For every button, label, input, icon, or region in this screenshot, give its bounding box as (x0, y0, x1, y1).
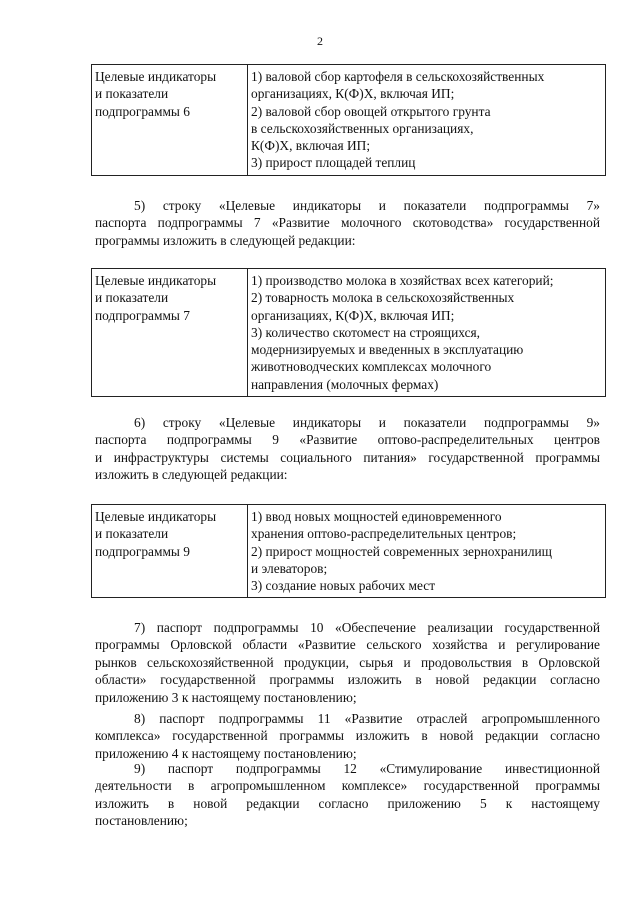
paragraph-line: постановлению; (95, 813, 188, 829)
table-value-line: и элеваторов; (251, 560, 328, 576)
table-value-line: животноводческих комплексах молочного (251, 359, 492, 375)
paragraph-line: паспорта подпрограммы 7 «Развитие молочного скотоводства» государственной (95, 215, 600, 231)
table-label-line: и показатели (95, 526, 169, 542)
table-value-line: хранения оптово-распределительных центров; (251, 526, 517, 542)
paragraph-line: области» государственной программы изложить в новой редакции согласно (95, 672, 600, 688)
table-value-cell (248, 65, 606, 176)
table-label-line: и показатели (95, 86, 169, 102)
paragraph-line: приложению 4 к настоящему постановлению; (95, 745, 357, 761)
table-label-cell (92, 505, 248, 598)
table-value-line: модернизируемых и введенных в эксплуатацию (251, 342, 524, 358)
paragraph-line: программы изложить в следующей редакции: (95, 232, 356, 248)
indicators-table-subprogram-7 (91, 268, 606, 397)
table-value-line: 1) валовой сбор картофеля в сельскохозяйственных (251, 69, 545, 84)
paragraph-line: приложению 3 к настоящему постановлению; (95, 689, 357, 705)
table-value-line: 3) прирост площадей теплиц (251, 155, 416, 171)
paragraph-line: рынков сельскохозяйственной продукции, сырья и продовольствия в Орловской (95, 654, 600, 670)
table-value-line: 2) прирост мощностей современных зернохранилищ (251, 543, 552, 559)
paragraph-line: паспорта подпрограммы 9 «Развитие оптово-распределительных центров (95, 432, 600, 448)
paragraph-line: деятельности в агропромышленном комплексе» государственной программы (95, 778, 600, 794)
table-label-line: Целевые индикаторы (95, 69, 217, 84)
table-value-line: 2) товарность молока в сельскохозяйственных (251, 290, 515, 306)
paragraph-line: 7) паспорт подпрограммы 10 «Обеспечение реализации государственной (134, 620, 600, 635)
paragraph-8 (95, 710, 600, 762)
table-value-line: организациях, К(Ф)Х, включая ИП; (251, 86, 455, 102)
paragraph-9 (95, 760, 600, 830)
table-value-cell (248, 505, 606, 598)
table-value-line: 3) количество скотомест на строящихся, (251, 324, 481, 340)
table-label-line: подпрограммы 7 (95, 307, 190, 323)
paragraph-line: программы Орловской области «Развитие сельского хозяйства и регулирование (95, 637, 600, 653)
table-label-line: и показатели (95, 290, 169, 306)
table-value-line: 2) валовой сбор овощей открытого грунта (251, 103, 491, 119)
table-value-line: направления (молочных фермах) (251, 376, 439, 392)
table-value-line: К(Ф)Х, включая ИП; (251, 138, 371, 154)
paragraph-line: и инфраструктуры системы социального питания» государственной программы (95, 449, 600, 465)
table-label-cell (92, 65, 248, 176)
table-label-line: Целевые индикаторы (95, 509, 217, 524)
table-value-line: 1) производство молока в хозяйствах всех категорий; (251, 273, 554, 288)
table-value-line: в сельскохозяйственных организациях, (251, 120, 474, 136)
paragraph-7 (95, 619, 600, 706)
page-number: 2 (317, 34, 323, 48)
paragraph-line: 6) строку «Целевые индикаторы и показатели подпрограммы 9» (134, 415, 600, 430)
table-value-line: 1) ввод новых мощностей единовременного (251, 509, 502, 524)
paragraph-line: изложить в следующей редакции: (95, 467, 288, 483)
table-label-cell (92, 269, 248, 397)
paragraph-line: изложить в новой редакции согласно приложению 5 к настоящему (95, 795, 600, 811)
indicators-table-subprogram-6 (91, 64, 606, 176)
paragraph-line: 5) строку «Целевые индикаторы и показатели подпрограммы 7» (134, 198, 600, 213)
paragraph-6 (95, 414, 600, 484)
table-label-line: Целевые индикаторы (95, 273, 217, 288)
paragraph-line: 9) паспорт подпрограммы 12 «Стимулирование инвестиционной (134, 761, 600, 776)
table-label-line: подпрограммы 6 (95, 103, 190, 119)
table-label-line: подпрограммы 9 (95, 543, 190, 559)
table-value-line: организациях, К(Ф)Х, включая ИП; (251, 307, 455, 323)
paragraph-line: комплекса» государственной программы изложить в новой редакции согласно (95, 728, 600, 744)
paragraph-5 (95, 197, 600, 249)
indicators-table-subprogram-9 (91, 504, 606, 598)
table-value-cell (248, 269, 606, 397)
table-value-line: 3) создание новых рабочих мест (251, 578, 436, 594)
paragraph-line: 8) паспорт подпрограммы 11 «Развитие отраслей агропромышленного (134, 711, 600, 726)
